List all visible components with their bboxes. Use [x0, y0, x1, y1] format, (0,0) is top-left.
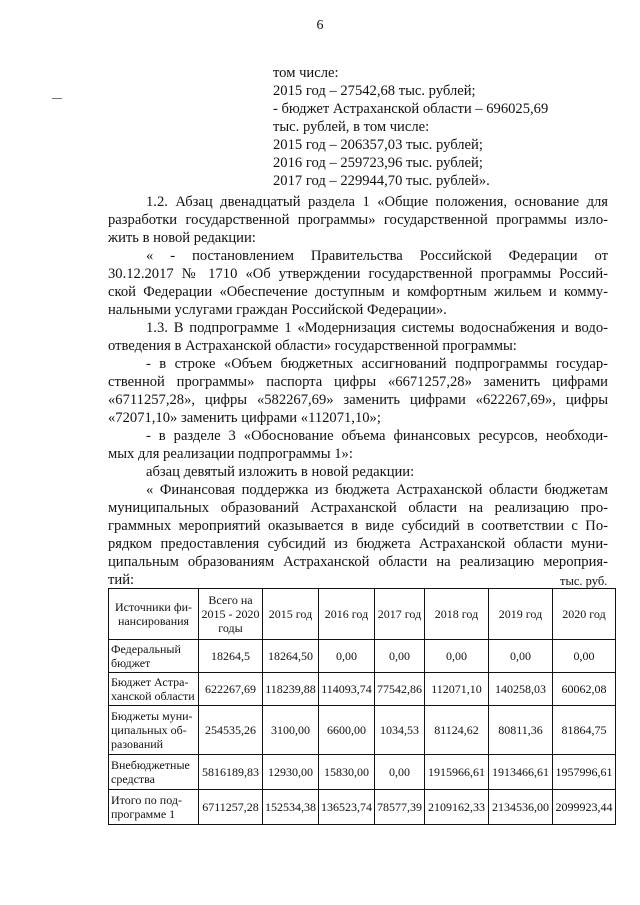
- financing-table: [108, 588, 616, 825]
- table-units: тыс. руб.: [560, 574, 608, 588]
- source-cell: Бюджеты муни-ципальных об-разований: [109, 706, 199, 755]
- text-line: 1.2. Абзац двенадцатый раздела 1 «Общие положения, основание для: [146, 194, 608, 210]
- text-line: 2017 год – 229944,70 тыс. рублей».: [273, 173, 490, 189]
- value-cell: 2099923,44: [553, 790, 616, 825]
- value-cell: 18264,50: [263, 640, 319, 673]
- source-cell: Внебюджетные средства: [109, 755, 199, 790]
- value-cell: 78577,39: [375, 790, 425, 825]
- text-line: - в строке «Объем бюджетных ассигнований подпрограммы государ-: [146, 356, 608, 372]
- table-row: [109, 790, 616, 825]
- header-cell: 2017 год: [375, 589, 425, 640]
- text-line: 2015 год – 206357,03 тыс. рублей;: [273, 137, 483, 153]
- text-line: тыс. рублей, в том числе:: [273, 119, 430, 135]
- margin-mark: [52, 98, 62, 99]
- text-line: тий:: [108, 572, 135, 588]
- header-cell: 2015 год: [263, 589, 319, 640]
- text-line: разработки государственной программы» государственной программы изло-: [108, 212, 608, 228]
- text-line: мых для реализации подпрограммы 1»:: [108, 446, 353, 462]
- table-row: [109, 640, 616, 673]
- value-cell: 1913466,61: [489, 755, 553, 790]
- value-cell: 622267,69: [199, 673, 263, 706]
- text-line: « Финансовая поддержка из бюджета Астраханской области бюджетам: [146, 482, 608, 498]
- table-row: [109, 673, 616, 706]
- source-cell: Бюджет Астра-ханской области: [109, 673, 199, 706]
- text-line: том числе:: [273, 65, 339, 81]
- text-line: 2015 год – 27542,68 тыс. рублей;: [273, 83, 476, 99]
- value-cell: 0,00: [425, 640, 489, 673]
- value-cell: 1915966,61: [425, 755, 489, 790]
- value-cell: 254535,26: [199, 706, 263, 755]
- text-line: граммных мероприятий оказывается в виде субсидий в соответствии с По-: [108, 518, 608, 534]
- text-line: абзац девятый изложить в новой редакции:: [146, 464, 415, 480]
- value-cell: 0,00: [489, 640, 553, 673]
- value-cell: 112071,10: [425, 673, 489, 706]
- value-cell: 15830,00: [319, 755, 375, 790]
- text-line: жить в новой редакции:: [108, 230, 256, 246]
- value-cell: 80811,36: [489, 706, 553, 755]
- text-line: 2016 год – 259723,96 тыс. рублей;: [273, 155, 483, 171]
- text-line: 30.12.2017 № 1710 «Об утверждении государственной программы Россий-: [108, 266, 608, 282]
- value-cell: 60062,08: [553, 673, 616, 706]
- value-cell: 77542,86: [375, 673, 425, 706]
- value-cell: 136523,74: [319, 790, 375, 825]
- value-cell: 1957996,61: [553, 755, 616, 790]
- value-cell: 140258,03: [489, 673, 553, 706]
- value-cell: 2134536,00: [489, 790, 553, 825]
- text-line: - бюджет Астраханской области – 696025,69: [273, 101, 549, 117]
- text-line: ципальным образованиям Астраханской области на реализацию мероприя-: [108, 554, 608, 570]
- source-cell: Итого по под-программе 1: [109, 790, 199, 825]
- value-cell: 18264,5: [199, 640, 263, 673]
- table-row: [109, 755, 616, 790]
- page-number: 6: [316, 18, 324, 33]
- header-cell: Всего на 2015 - 2020 годы: [199, 589, 263, 640]
- value-cell: 3100,00: [263, 706, 319, 755]
- value-cell: 0,00: [375, 755, 425, 790]
- value-cell: 0,00: [553, 640, 616, 673]
- value-cell: 81124,62: [425, 706, 489, 755]
- value-cell: 0,00: [375, 640, 425, 673]
- text-line: муниципальных образований Астраханской области на реализацию про-: [108, 500, 608, 516]
- text-line: нальными услугами граждан Российской Федерации».: [108, 302, 447, 318]
- value-cell: 2109162,33: [425, 790, 489, 825]
- text-line: ственной программы» паспорта цифры «6671257,28» заменить цифрами: [108, 374, 608, 390]
- text-line: 1.3. В подпрограмме 1 «Модернизация системы водоснабжения и водо-: [146, 320, 608, 336]
- value-cell: 118239,88: [263, 673, 319, 706]
- header-cell: 2018 год: [425, 589, 489, 640]
- value-cell: 6600,00: [319, 706, 375, 755]
- header-cell: 2016 год: [319, 589, 375, 640]
- table-header-row: [109, 589, 616, 640]
- text-line: ской Федерации «Обеспечение доступным и комфортным жильем и комму-: [108, 284, 608, 300]
- value-cell: 0,00: [319, 640, 375, 673]
- value-cell: 1034,53: [375, 706, 425, 755]
- text-line: « - постановлением Правительства Российской Федерации от: [146, 248, 608, 264]
- text-line: «72071,10» заменить цифрами «112071,10»;: [108, 410, 381, 426]
- text-line: отведения в Астраханской области» государственной программы:: [108, 338, 517, 354]
- text-line: - в разделе 3 «Обоснование объема финансовых ресурсов, необходи-: [146, 428, 608, 444]
- source-cell: Федеральный бюджет: [109, 640, 199, 673]
- value-cell: 152534,38: [263, 790, 319, 825]
- text-line: рядком предоставления субсидий из бюджета Астраханской области муни-: [108, 536, 608, 552]
- text-line: «6711257,28», цифры «582267,69» заменить цифрами «622267,69», цифры: [108, 392, 608, 408]
- value-cell: 5816189,83: [199, 755, 263, 790]
- value-cell: 81864,75: [553, 706, 616, 755]
- value-cell: 12930,00: [263, 755, 319, 790]
- value-cell: 114093,74: [319, 673, 375, 706]
- header-cell: 2020 год: [553, 589, 616, 640]
- table-row: [109, 706, 616, 755]
- value-cell: 6711257,28: [199, 790, 263, 825]
- header-cell: Источники фи-нансирования: [109, 589, 199, 640]
- header-cell: 2019 год: [489, 589, 553, 640]
